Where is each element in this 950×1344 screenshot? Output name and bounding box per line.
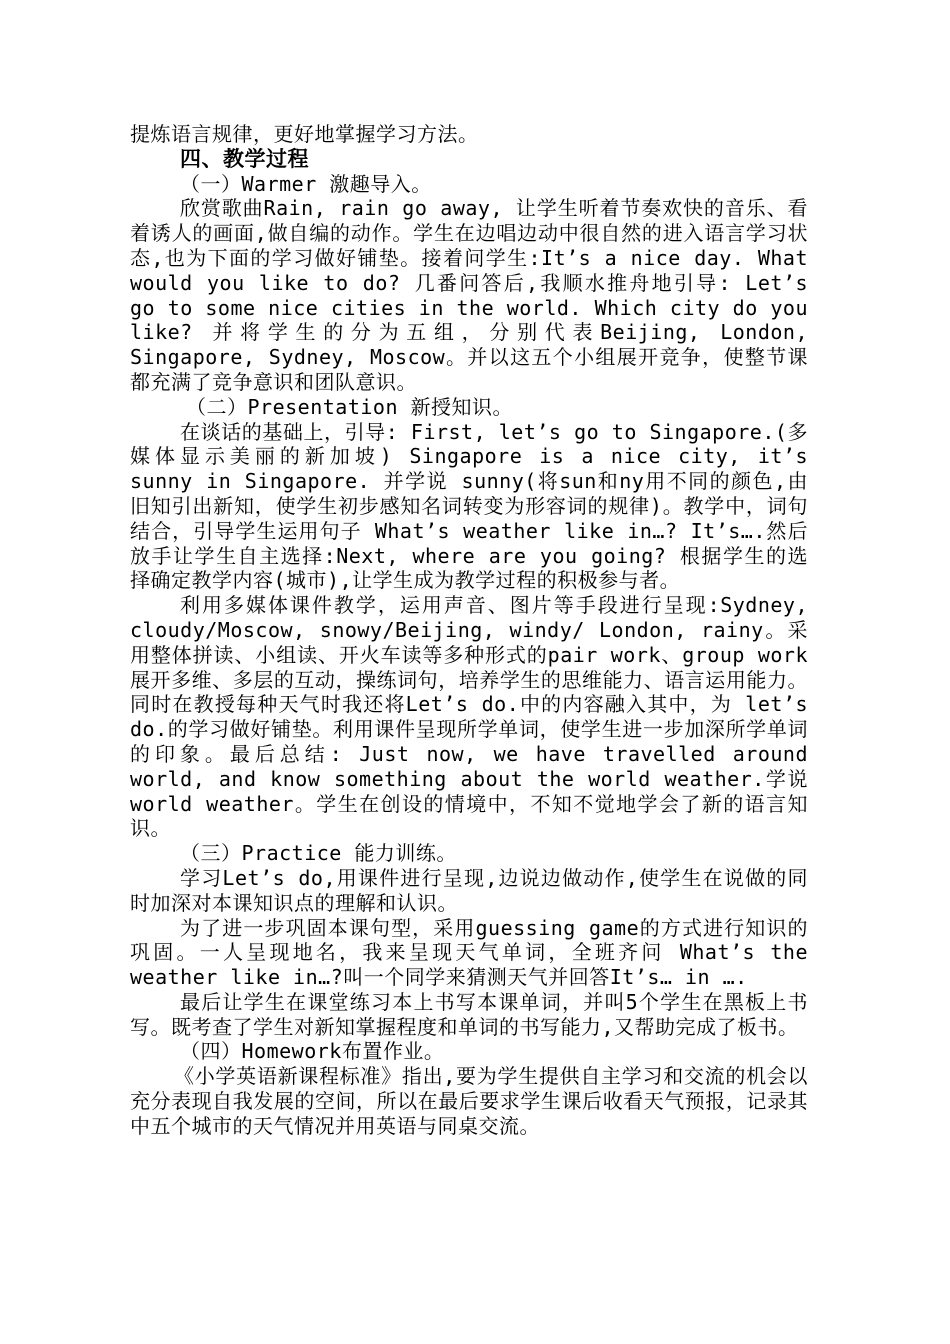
step1-paragraph: 欣赏歌曲Rain, rain go away, 让学生听着节奏欢快的音乐、看着诱人的画面,做自编的动作。学生在边唱边动中很自然的进入语言学习状态,也为下面的学习做好铺垫。接着问学生:It’s a nice day. What would you like to do? 几番问答后,我顺水推舟地引导: Let’s go to some nice cities in the world. Which city do you like? 并将学生的分为五组，分别代表Beijing, London, Singapore, Sydney, Moscow。并以这五个小组展开竞争，使整节课都充满了竞争意识和团队意识。 xyxy=(130,196,808,394)
step4-heading: （四）Homework布置作业。 xyxy=(180,1039,445,1064)
step3-paragraph-3: 最后让学生在课堂练习本上书写本课单词，并叫5个学生在黑板上书写。既考查了学生对新知掌握程度和单词的书写能力,又帮助完成了板书。 xyxy=(130,989,808,1039)
section-heading: 四、教学过程 xyxy=(180,146,309,171)
step1-heading: （一）Warmer 激趣导入。 xyxy=(180,171,432,196)
step2-paragraph-1: 在谈话的基础上，引导: First, let’s go to Singapore.(多媒体显示美丽的新加坡) Singapore is a nice city, it’s sunny in Singapore. 并学说 sunny(将sun和ny用不同的颜色,由旧知引出新知，使学生初步感知名词转变为形容词的规律)。教学中，词句结合，引导学生运用句子 What’s weather like in…? It’s….然后放手让学生自主选择:Next, where are you going? 根据学生的选择确定教学内容(城市),让学生成为教学过程的积极参与者。 xyxy=(130,419,808,593)
document-body xyxy=(130,122,808,1139)
step3-heading: （三）Practice 能力训练。 xyxy=(180,841,457,866)
step2-paragraph-2: 利用多媒体课件教学，运用声音、图片等手段进行呈现:Sydney, cloudy/Moscow, snowy/Beijing, windy/ London, rainy。采用整体拼读、小组读、开火车读等多种形式的pair work、group work展开多维、多层的互动，操练词句，培养学生的思维能力、语言运用能力。同时在教授每种天气时我还将Let’s do.中的内容融入其中，为 let’s do.的学习做好铺垫。利用课件呈现所学单词，使学生进一步加深所学单词的印象。最后总结: Just now, we have travelled around world, and know something about the world weather.学说world weather。学生在创设的情境中，不知不觉地学会了新的语言知识。 xyxy=(130,593,808,841)
step2-heading: （二）Presentation 新授知识。 xyxy=(186,394,514,419)
step3-paragraph-2: 为了进一步巩固本课句型，采用guessing game的方式进行知识的巩固。一人呈现地名，我来呈现天气单词，全班齐问 What’s the weather like in…?叫一个同学来猜测天气并回答It’s… in …. xyxy=(130,915,808,990)
continuation-paragraph: 提炼语言规律，更好地掌握学习方法。 xyxy=(130,122,479,146)
step3-paragraph-1: 学习Let’s do,用课件进行呈现,边说边做动作,使学生在说做的同时加深对本课知识点的理解和认识。 xyxy=(130,865,808,915)
step4-paragraph: 《小学英语新课程标准》指出,要为学生提供自主学习和交流的机会以充分表现自我发展的空间，所以在最后要求学生课后收看天气预报，记录其中五个城市的天气情况并用英语与同桌交流。 xyxy=(130,1064,808,1138)
